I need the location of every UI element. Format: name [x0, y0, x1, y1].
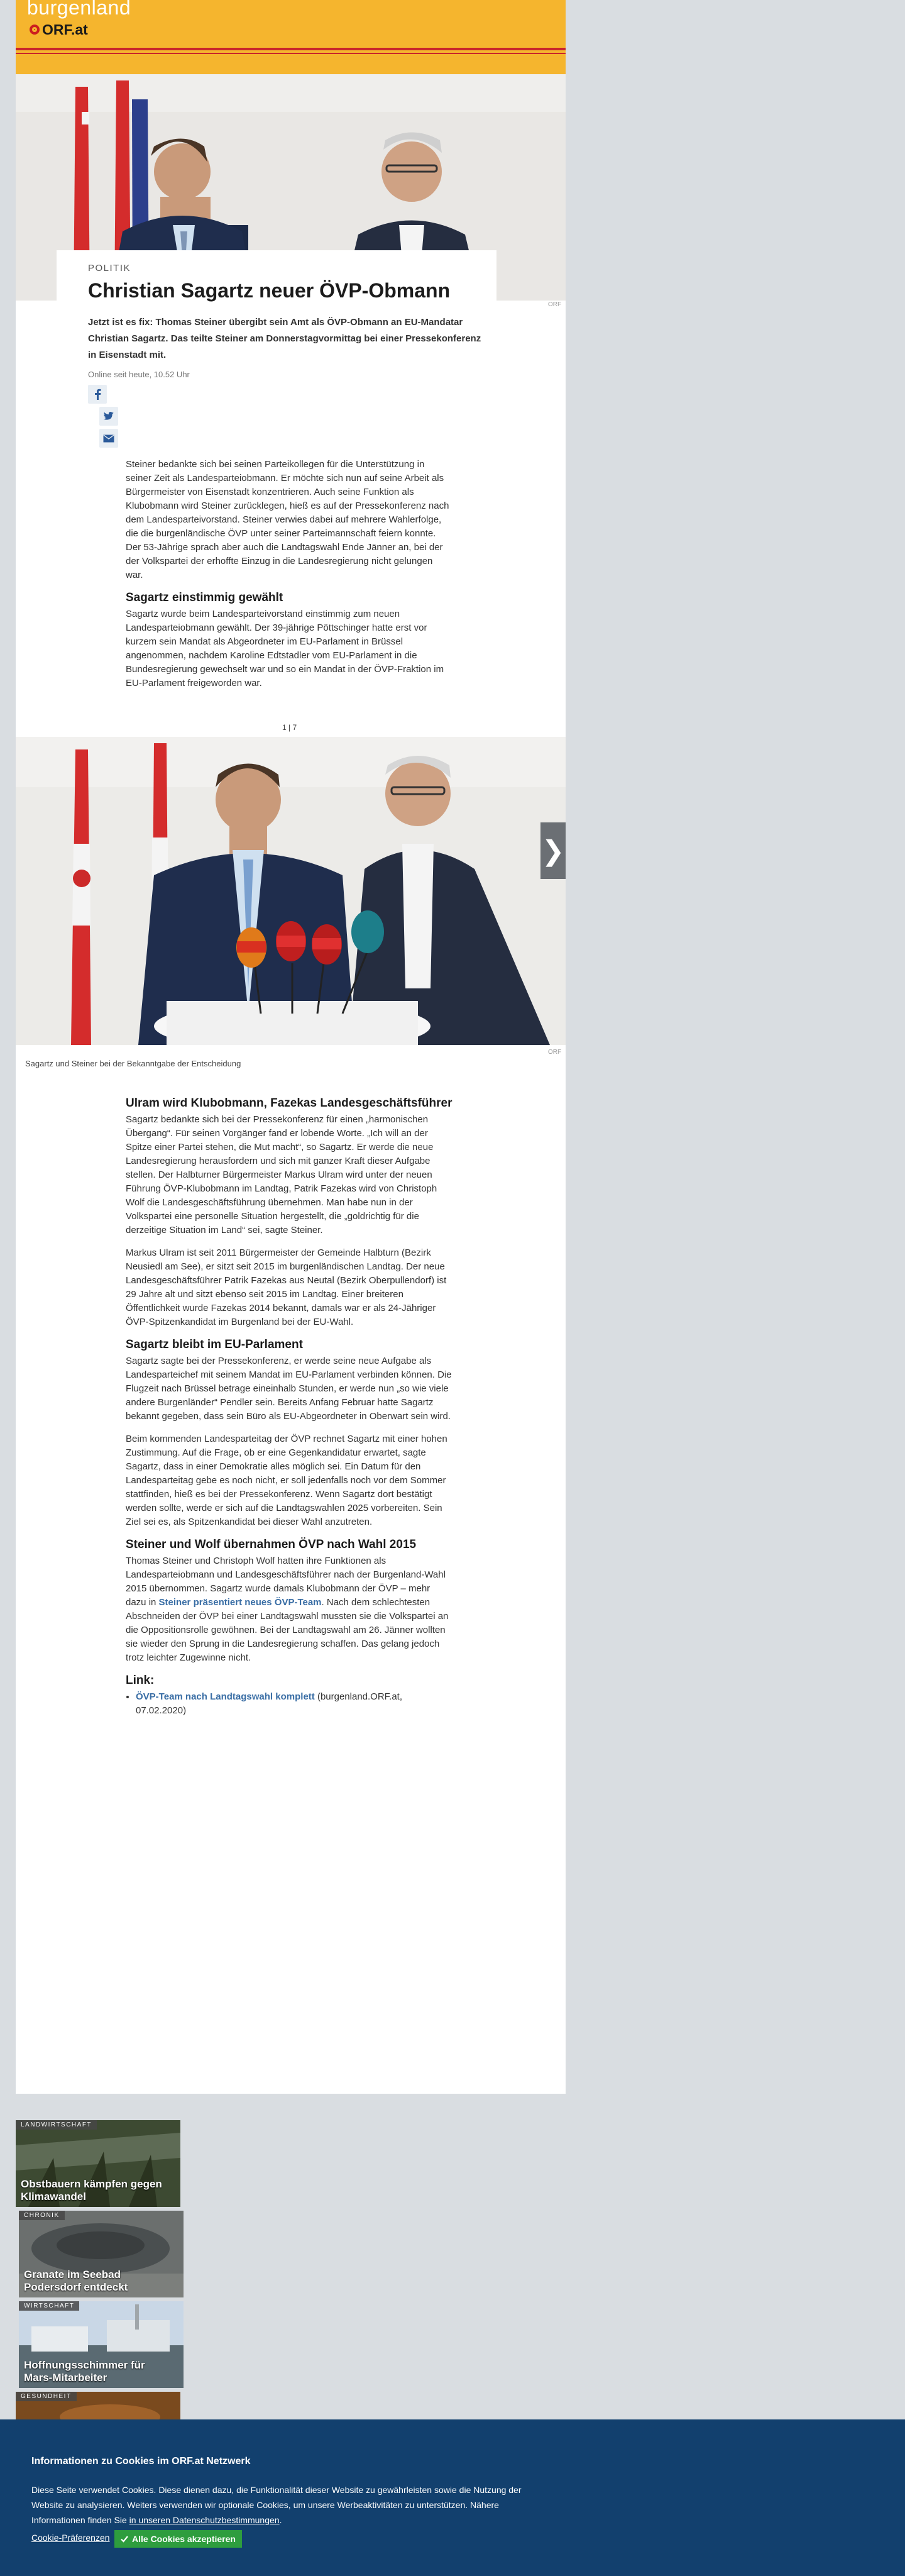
gallery-next-button[interactable] [540, 822, 566, 879]
accept-button-label: Alle Cookies akzeptieren [132, 2534, 236, 2544]
steiner-team-link[interactable]: Steiner präsentiert neues ÖVP-Team [158, 1597, 322, 1608]
orf-logo-text: ORF.at [42, 21, 88, 38]
links-heading: Link: [126, 1674, 155, 1687]
header-divider-thin [16, 53, 566, 54]
check-icon [121, 2535, 128, 2543]
teaser-title: Granate im Seebad Podersdorf entdeckt [24, 2269, 128, 2293]
share-mail-button[interactable] [99, 429, 118, 448]
paragraph [126, 1554, 452, 1665]
article-kicker: POLITIK [88, 263, 131, 274]
share-twitter-button[interactable] [99, 407, 118, 426]
orf-logo-icon [30, 25, 40, 35]
article-body-1 [126, 458, 452, 699]
gallery-photo[interactable] [16, 737, 566, 1045]
link-meta: (burgenland.ORF.at, 07.02.2020) [136, 1691, 403, 1716]
teaser-category: LANDWIRTSCHAFT [16, 2120, 97, 2130]
link-list [126, 1690, 452, 1718]
photo-credit: ORF [548, 301, 562, 308]
paragraph: Sagartz wurde beim Landesparteivorstand einstimmig zum neuen Landesparteiobmann gewählt. Der 39-jährige Pöttschinger hatte erst vor kurzem sein Mandat als Abgeordneter im EU-Parlament in Brüssel angenommen, nachdem Karoline Edtstadler vom EU-Parlament in die Bundesregierung gewechselt war und so ein Mandat in der ÖVP-Fraktion im EU-Parlament freigeworden war. [126, 609, 444, 688]
accept-all-cookies-button[interactable] [114, 2530, 242, 2548]
paragraph: Beim kommenden Landesparteitag der ÖVP rechnet Sagartz mit einer hohen Zustimmung. Auf die Frage, ob er eine Gegenkandidatur erwartet, sagte Sagartz, dass in einer Demokratie alles möglich sei. Ein Datum für den Landesparteitag gebe es noch nicht, er soll jedenfalls noch vor dem Sommer stattfinden, hieß es bei der Pressekonferenz. Wenn Sagartz dort bestätigt werden sollte, werde er sich auf die Landtagswahlen 2025 vorbereiten. Sein Ziel sei es, als Spitzenkandidat bei dieser Wahl anzutreten. [126, 1434, 447, 1527]
paragraph: Sagartz sagte bei der Pressekonferenz, er werde seine neue Aufgabe als Landesparteichef mit seinem Mandat im EU-Parlament verbinden können. Die Flugzeit nach Brüssel betrage eineinhalb Stunden, er werde nun „so wie viele andere Burgenländer“ Pendler sein. Bereits Anfang Februar hatte Sagartz bekannt gegeben, dass sein Büro als EU-Abgeordneter in Oberwart sein wird. [126, 1356, 452, 1422]
cookie-heading: Informationen zu Cookies im ORF.at Netzwerk [31, 2456, 251, 2467]
header-divider [16, 48, 566, 50]
teaser-card[interactable] [16, 2120, 180, 2207]
teaser-title: Hoffnungsschimmer für Mars-Mitarbeiter [24, 2359, 145, 2384]
paragraph-text: . Nach dem schlechtesten Abschneiden der ÖVP bei einer Landtagswahl mussten sie die Volkspartei an die Oppositionsrolle gewöhnen. Bei der Landtagswahl am 26. Jänner wollten sie wieder den Sprung in die Landesregierung schaffen. Das gelang jedoch trotz leichter Zugewinne nicht. [126, 1597, 449, 1663]
teaser-card[interactable] [16, 2392, 180, 2423]
orf-logo[interactable] [30, 21, 88, 38]
subheading: Sagartz bleibt im EU-Parlament [126, 1338, 303, 1351]
teaser-category: WIRTSCHAFT [19, 2301, 79, 2311]
teaser-category: GESUNDHEIT [16, 2392, 77, 2401]
paragraph: Steiner bedankte sich bei seinen Parteikollegen für die Unterstützung in seiner Zeit als Landesparteiobmann. Er möchte sich nun auf seine Arbeit als Bürgermeister von Eisenstadt konzentrieren. Auch seine Funktion als Klubobmann wird Steiner zurücklegen, hieß es auf der Pressekonferenz nach dem Landesparteivorstand. Steiner verwies dabei auf mehrere Wahlerfolge, die die burgenländische ÖVP unter seiner Parteimannschaft feiern konnte. Der 53-Jährige sprach aber auch die Landtagswahl Ende Jänner an, bei der der Volkspartei der erhoffte Einzug in die Landesregierung nicht gelungen war. [126, 459, 449, 580]
mail-icon [103, 434, 114, 443]
teaser-card[interactable] [19, 2211, 184, 2297]
cookie-text [31, 2482, 547, 2528]
subheading: Sagartz einstimmig gewählt [126, 591, 283, 604]
cookie-preferences-link[interactable]: Cookie-Präferenzen [31, 2533, 110, 2543]
paragraph-text: Thomas Steiner und Christoph Wolf hatten ihre Funktionen als Landesparteiobmann und Landesgeschäftsführer nach der Burgenland-Wahl 2015 übernommen. Sagartz wurde damals Klubobmann der ÖVP – mehr dazu in [126, 1556, 446, 1608]
subheading: Steiner und Wolf übernahmen ÖVP nach Wahl 2015 [126, 1538, 417, 1551]
gallery-pager: 1 | 7 [282, 723, 297, 732]
teaser-card[interactable] [19, 2301, 184, 2388]
chevron-right-icon: ❯ [541, 835, 565, 866]
article-body-2 [126, 1088, 452, 1718]
privacy-policy-link[interactable]: in unseren Datenschutzbestimmungen [129, 2515, 280, 2525]
cookie-text-body: Diese Seite verwendet Cookies. Diese dienen dazu, die Funktionalität dieser Website zu gewährleisten sowie die Nutzung der Website zu analysieren. Weiters verwenden wir optionale Cookies, um unsere Werbeaktivitäten zu unterstützen. Nähere Informationen finden Sie [31, 2485, 522, 2525]
teaser-category: CHRONIK [19, 2211, 65, 2220]
paragraph: Sagartz bedankte sich bei der Pressekonferenz für einen „harmonischen Übergang“. Für seinen Vorgänger fand er lobende Worte. „Ich will an der Spitze einer Partei stehen, die Mut macht“, so Sagartz. Er werde die neue Landesregierung herausfordern und sich mit ganzer Kraft dieser Aufgabe stellen. Der Halbturner Bürgermeister Markus Ulram wird unter der neuen Führung ÖVP-Klubobmann im Landtag, Patrik Fazekas wird von Christoph Wolf die Landesgeschäftsführung übernehmen. Man habe nun in der Volkspartei eine personelle Situation hergestellt, die „goldrichtig für die derzeitige Situation im Land“ sei, sagte Steiner. [126, 1114, 437, 1235]
facebook-icon [93, 389, 102, 400]
site-header [16, 0, 566, 74]
link-list-item [136, 1690, 452, 1718]
article-dateline: Online seit heute, 10.52 Uhr [88, 370, 190, 379]
region-title[interactable]: burgenland [27, 0, 131, 19]
teaser-title: Obstbauern kämpfen gegen Klimawandel [21, 2178, 162, 2203]
gallery-caption: Sagartz und Steiner bei der Bekanntgabe der Entscheidung [25, 1059, 241, 1068]
cookie-text-end: . [279, 2515, 282, 2525]
article-lead: Jetzt ist es fix: Thomas Steiner übergibt sein Amt als ÖVP-Obmann an EU-Mandatar Christian Sagartz. Das teilte Steiner am Donnerstagvormittag bei einer Pressekonferenz in Eisenstadt mit. [88, 317, 481, 360]
photo-credit: ORF [548, 1049, 562, 1056]
oevp-team-link[interactable]: ÖVP-Team nach Landtagswahl komplett [136, 1691, 315, 1702]
article-title: Christian Sagartz neuer ÖVP-Obmann [88, 279, 451, 302]
twitter-icon [103, 411, 114, 421]
paragraph: Markus Ulram ist seit 2011 Bürgermeister der Gemeinde Halbturn (Bezirk Neusiedl am See), er sitzt seit 2015 im burgenländischen Landtag. Der neue Landesgeschäftsführer Patrik Fazekas aus Neutal (Bezirk Oberpullendorf) ist 29 Jahre alt und sitzt ebenso seit 2015 im Landtag. Einer breiteren Öffentlichkeit wurde Fazekas 2014 bekannt, damals war er als 24-Jähriger ÖVP-Spitzenkandidat im Burgenland bei der EU-Wahl. [126, 1247, 447, 1327]
cookie-banner [0, 2419, 905, 2576]
subheading: Ulram wird Klubobmann, Fazekas Landesgeschäftsführer [126, 1097, 452, 1110]
share-facebook-button[interactable] [88, 385, 107, 404]
